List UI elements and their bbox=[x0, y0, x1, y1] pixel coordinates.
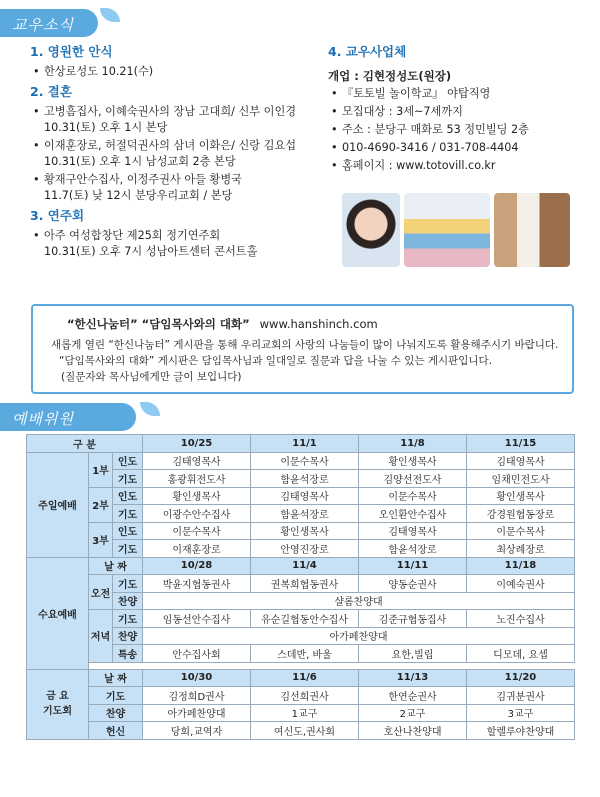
business-owner: 개업 : 김현정성도(원장) bbox=[328, 69, 452, 83]
interior-photo bbox=[494, 193, 570, 267]
role-prayer: 기도 bbox=[113, 505, 143, 523]
section-header-news bbox=[0, 9, 98, 37]
evening-label: 저녁 bbox=[89, 610, 113, 663]
list-item-detail: 10.31(토) 오후 1시 본당 bbox=[44, 121, 168, 134]
table-cell: 강경원협동장로 bbox=[467, 505, 575, 523]
service-3-label: 3부 bbox=[89, 522, 113, 557]
owner-photo bbox=[342, 193, 400, 267]
table-cell: 호산나찬양대 bbox=[359, 722, 467, 740]
table-cell: 김준규협동집사 bbox=[359, 610, 467, 628]
date-cell: 10/25 bbox=[143, 435, 251, 453]
table-cell: 2교구 bbox=[359, 704, 467, 722]
table-cell: 아가페찬양대 bbox=[143, 704, 251, 722]
table-cell: 이예숙권사 bbox=[467, 575, 575, 593]
date-label: 날 짜 bbox=[89, 669, 143, 687]
news-left-column bbox=[30, 40, 330, 260]
table-cell: 이문수목사 bbox=[359, 487, 467, 505]
role-choir: 찬양 bbox=[113, 592, 143, 610]
notice-title-text: “한신나눔터” “담임목사와의 대화” bbox=[67, 317, 250, 331]
table-cell: 함윤석장로 bbox=[251, 470, 359, 488]
role-prayer: 기도 bbox=[113, 575, 143, 593]
table-row bbox=[27, 557, 575, 575]
table-cell: 김양선전도사 bbox=[359, 470, 467, 488]
role-choir: 찬양 bbox=[89, 704, 143, 722]
role-special-song: 특송 bbox=[113, 645, 143, 663]
leaf-icon bbox=[100, 8, 120, 22]
table-cell: 요한,빌립 bbox=[359, 645, 467, 663]
notice-box bbox=[31, 304, 574, 394]
spacer-row bbox=[89, 662, 575, 669]
heading-wedding: 2. 결혼 bbox=[30, 84, 72, 99]
table-cell: 황인생목사 bbox=[143, 487, 251, 505]
wednesday-service-label: 수요예배 bbox=[27, 557, 89, 669]
table-cell: 김태영목사 bbox=[143, 452, 251, 470]
list-item: • 아주 여성합창단 제25회 정기연주회 bbox=[30, 228, 330, 244]
service-2-label: 2부 bbox=[89, 487, 113, 522]
table-cell: 여신도,권사회 bbox=[251, 722, 359, 740]
heading-concert: 3. 연주회 bbox=[30, 208, 85, 223]
list-item-detail: 10.31(토) 오후 1시 남성교회 2층 본당 bbox=[44, 155, 236, 168]
list-item: • 주소 : 분당구 매화로 53 정민빌딩 2층 bbox=[328, 122, 588, 138]
table-cell: 임채민전도사 bbox=[467, 470, 575, 488]
table-row bbox=[27, 669, 575, 687]
table-cell: 1교구 bbox=[251, 704, 359, 722]
table-row bbox=[27, 704, 575, 722]
table-cell: 아가페찬양대 bbox=[143, 627, 575, 645]
date-cell: 11/1 bbox=[251, 435, 359, 453]
table-row bbox=[27, 487, 575, 505]
table-cell: 김태영목사 bbox=[359, 522, 467, 540]
list-item: • 홈페이지 : www.totovill.co.kr bbox=[328, 158, 588, 174]
header-gubun: 구 분 bbox=[27, 435, 143, 453]
friday-label-line1: 금 요 bbox=[46, 691, 69, 702]
morning-label: 오전 bbox=[89, 575, 113, 610]
table-cell: 유순길협동안수집사 bbox=[251, 610, 359, 628]
date-cell: 11/4 bbox=[251, 557, 359, 575]
role-lead: 인도 bbox=[113, 522, 143, 540]
role-prayer: 기도 bbox=[113, 470, 143, 488]
friday-label-line2: 기도회 bbox=[43, 706, 72, 717]
table-cell: 김선희권사 bbox=[251, 687, 359, 705]
news-right-column bbox=[328, 40, 588, 174]
date-cell: 11/18 bbox=[467, 557, 575, 575]
table-cell: 당회,교역자 bbox=[143, 722, 251, 740]
list-item: • 010-4690-3416 / 031-708-4404 bbox=[328, 140, 588, 156]
date-cell: 11/15 bbox=[467, 435, 575, 453]
notice-title bbox=[67, 316, 378, 332]
service-1-label: 1부 bbox=[89, 452, 113, 487]
heading-business: 4. 교우사업체 bbox=[328, 44, 407, 59]
list-item-detail: 11.7(토) 낮 12시 분당우리교회 / 본당 bbox=[44, 189, 233, 202]
table-cell: 임동선안수집사 bbox=[143, 610, 251, 628]
role-choir: 찬양 bbox=[113, 627, 143, 645]
table-cell: 이광수안수집사 bbox=[143, 505, 251, 523]
heading-funeral: 1. 영원한 안식 bbox=[30, 44, 113, 59]
table-cell: 할렐루야찬양대 bbox=[467, 722, 575, 740]
date-cell: 11/8 bbox=[359, 435, 467, 453]
date-cell: 11/6 bbox=[251, 669, 359, 687]
date-label: 날 짜 bbox=[89, 557, 143, 575]
table-cell: 홍광휘전도사 bbox=[143, 470, 251, 488]
table-row bbox=[27, 522, 575, 540]
table-cell: 박윤지협동권사 bbox=[143, 575, 251, 593]
table-cell: 최상례장로 bbox=[467, 540, 575, 558]
role-prayer: 기도 bbox=[113, 540, 143, 558]
table-cell: 황인생목사 bbox=[359, 452, 467, 470]
leaf-icon bbox=[140, 402, 160, 416]
table-cell: 안수집사회 bbox=[143, 645, 251, 663]
table-cell: 한연순권사 bbox=[359, 687, 467, 705]
table-cell: 양동순권사 bbox=[359, 575, 467, 593]
friday-prayer-label bbox=[27, 669, 89, 739]
table-cell: 황인생목사 bbox=[467, 487, 575, 505]
list-item: • 한상로성도 10.21(수) bbox=[30, 64, 330, 80]
table-cell: 이재훈장로 bbox=[143, 540, 251, 558]
notice-line-1: 새롭게 열린 “한신나눔터” 게시판을 통해 우리교회의 사랑의 나눔들이 많이 나눠지도록 활용해주시기 바랍니다. bbox=[51, 339, 559, 351]
list-item: • 황재구안수집사, 이정주권사 아들 황병국 bbox=[30, 172, 330, 188]
date-cell: 11/20 bbox=[467, 669, 575, 687]
table-cell: 권복희협동권사 bbox=[251, 575, 359, 593]
role-prayer: 기도 bbox=[113, 610, 143, 628]
table-cell: 안영진장로 bbox=[251, 540, 359, 558]
section-header-worship bbox=[0, 403, 136, 431]
role-lead: 인도 bbox=[113, 487, 143, 505]
section-title: 교우소식 bbox=[12, 16, 74, 34]
table-cell: 이문수목사 bbox=[143, 522, 251, 540]
table-cell: 이문수목사 bbox=[251, 452, 359, 470]
table-cell: 김태영목사 bbox=[251, 487, 359, 505]
website-link[interactable]: www.hanshinch.com bbox=[259, 317, 378, 331]
table-row bbox=[27, 435, 575, 453]
table-cell: 샬롬찬양대 bbox=[143, 592, 575, 610]
list-item: • 『토토빌 놀이학교』 야탑직영 bbox=[328, 86, 588, 102]
table-row bbox=[27, 662, 575, 669]
table-cell: 김정희D권사 bbox=[143, 687, 251, 705]
worship-table bbox=[26, 434, 575, 740]
section-title: 예배위원 bbox=[12, 410, 74, 428]
table-row bbox=[27, 687, 575, 705]
table-cell: 김태영목사 bbox=[467, 452, 575, 470]
table-row bbox=[27, 610, 575, 628]
table-row bbox=[27, 722, 575, 740]
table-cell: 함윤석장로 bbox=[359, 540, 467, 558]
date-cell: 10/28 bbox=[143, 557, 251, 575]
date-cell: 10/30 bbox=[143, 669, 251, 687]
table-cell: 노진수집사 bbox=[467, 610, 575, 628]
date-cell: 11/13 bbox=[359, 669, 467, 687]
table-cell: 스데반, 바울 bbox=[251, 645, 359, 663]
table-cell: 김귀분권사 bbox=[467, 687, 575, 705]
table-cell: 3교구 bbox=[467, 704, 575, 722]
list-item: • 모집대상 : 3세~7세까지 bbox=[328, 104, 588, 120]
table-cell: 오인환안수집사 bbox=[359, 505, 467, 523]
table-row bbox=[27, 452, 575, 470]
role-prayer: 기도 bbox=[89, 687, 143, 705]
list-item: • 이재훈장로, 허절덕권사의 삼녀 이화은/ 신랑 김요섭 bbox=[30, 138, 330, 154]
role-lead: 인도 bbox=[113, 452, 143, 470]
notice-line-3: (질문자와 목사님에게만 글이 보입니다) bbox=[61, 371, 242, 383]
role-offering: 헌신 bbox=[89, 722, 143, 740]
date-cell: 11/11 bbox=[359, 557, 467, 575]
classroom-photo bbox=[404, 193, 490, 267]
table-cell: 이문수목사 bbox=[467, 522, 575, 540]
notice-line-2: “담임목사와의 대화” 게시판은 담임목사님과 일대일로 질문과 답을 나눌 수 있는 게시판입니다. bbox=[59, 355, 493, 367]
table-cell: 함윤석장로 bbox=[251, 505, 359, 523]
table-row bbox=[27, 575, 575, 593]
list-item-detail: 10.31(토) 오후 7시 성남아트센터 콘서트홀 bbox=[44, 245, 258, 258]
table-cell: 황인생목사 bbox=[251, 522, 359, 540]
sunday-service-label: 주일예배 bbox=[27, 452, 89, 557]
list-item: • 고병흠집사, 이혜숙권사의 장남 고대희/ 신부 이인경 bbox=[30, 104, 330, 120]
table-cell: 디모데, 요셉 bbox=[467, 645, 575, 663]
